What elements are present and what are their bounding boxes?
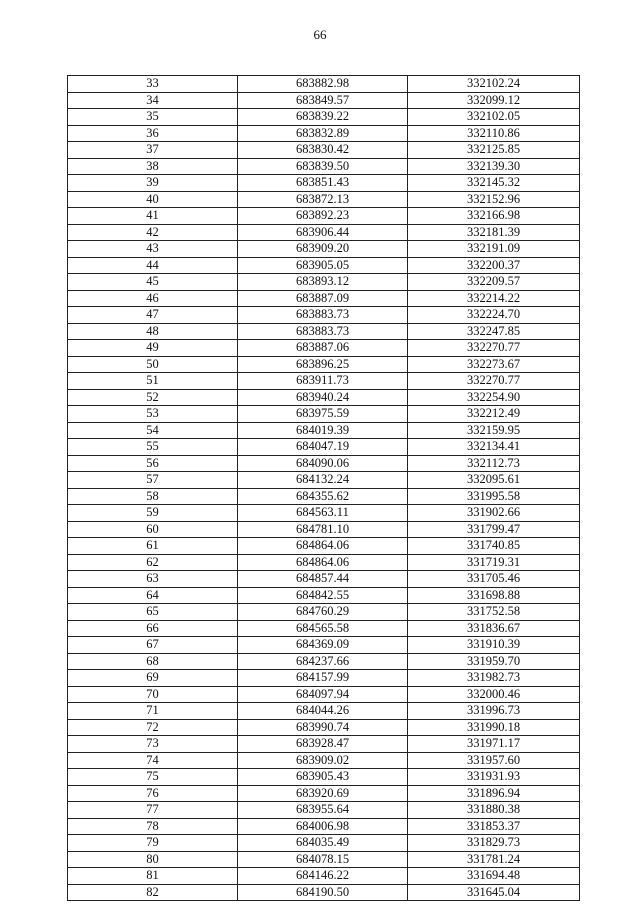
x-coordinate-cell: 684369.09 — [238, 637, 408, 654]
point-number-cell: 40 — [68, 191, 238, 208]
table-row — [68, 307, 580, 324]
point-number-cell: 51 — [68, 373, 238, 390]
point-number-cell: 54 — [68, 422, 238, 439]
table-row — [68, 488, 580, 505]
x-coordinate-cell: 684781.10 — [238, 521, 408, 538]
x-coordinate-cell: 683887.06 — [238, 340, 408, 357]
point-number-cell: 38 — [68, 158, 238, 175]
point-number-cell: 36 — [68, 125, 238, 142]
point-number-cell: 66 — [68, 620, 238, 637]
y-coordinate-cell: 332270.77 — [408, 340, 580, 357]
y-coordinate-cell: 332191.09 — [408, 241, 580, 258]
y-coordinate-cell: 332102.05 — [408, 109, 580, 126]
table-row — [68, 274, 580, 291]
y-coordinate-cell: 331957.60 — [408, 752, 580, 769]
table-row — [68, 851, 580, 868]
table-row — [68, 389, 580, 406]
x-coordinate-cell: 683905.43 — [238, 769, 408, 786]
y-coordinate-cell: 331896.94 — [408, 785, 580, 802]
table-row — [68, 224, 580, 241]
table-row — [68, 290, 580, 307]
table-row — [68, 76, 580, 93]
x-coordinate-cell: 684563.11 — [238, 505, 408, 522]
y-coordinate-cell: 331799.47 — [408, 521, 580, 538]
table-row — [68, 521, 580, 538]
point-number-cell: 67 — [68, 637, 238, 654]
point-number-cell: 75 — [68, 769, 238, 786]
x-coordinate-cell: 683849.57 — [238, 92, 408, 109]
x-coordinate-cell: 684842.55 — [238, 587, 408, 604]
point-number-cell: 50 — [68, 356, 238, 373]
point-number-cell: 58 — [68, 488, 238, 505]
y-coordinate-cell: 331694.48 — [408, 868, 580, 885]
page-number: 66 — [313, 27, 327, 42]
point-number-cell: 69 — [68, 670, 238, 687]
x-coordinate-cell: 684146.22 — [238, 868, 408, 885]
y-coordinate-cell: 332125.85 — [408, 142, 580, 159]
y-coordinate-cell: 331971.17 — [408, 736, 580, 753]
x-coordinate-cell: 684132.24 — [238, 472, 408, 489]
point-number-cell: 79 — [68, 835, 238, 852]
y-coordinate-cell: 332000.46 — [408, 686, 580, 703]
table-row — [68, 884, 580, 901]
table-row — [68, 554, 580, 571]
x-coordinate-cell: 683893.12 — [238, 274, 408, 291]
point-number-cell: 55 — [68, 439, 238, 456]
table-row — [68, 703, 580, 720]
table-row — [68, 604, 580, 621]
point-number-cell: 45 — [68, 274, 238, 291]
point-number-cell: 82 — [68, 884, 238, 901]
point-number-cell: 34 — [68, 92, 238, 109]
y-coordinate-cell: 331995.58 — [408, 488, 580, 505]
point-number-cell: 73 — [68, 736, 238, 753]
y-coordinate-cell: 331836.67 — [408, 620, 580, 637]
table-row — [68, 422, 580, 439]
y-coordinate-cell: 332224.70 — [408, 307, 580, 324]
table-row — [68, 538, 580, 555]
point-number-cell: 77 — [68, 802, 238, 819]
table-row — [68, 373, 580, 390]
x-coordinate-cell: 684097.94 — [238, 686, 408, 703]
x-coordinate-cell: 683892.23 — [238, 208, 408, 225]
y-coordinate-cell: 332247.85 — [408, 323, 580, 340]
table-row — [68, 191, 580, 208]
x-coordinate-cell: 683909.20 — [238, 241, 408, 258]
table-row — [68, 241, 580, 258]
point-number-cell: 57 — [68, 472, 238, 489]
point-number-cell: 62 — [68, 554, 238, 571]
x-coordinate-cell: 684090.06 — [238, 455, 408, 472]
y-coordinate-cell: 332139.30 — [408, 158, 580, 175]
table-row — [68, 719, 580, 736]
table-row — [68, 802, 580, 819]
y-coordinate-cell: 332112.73 — [408, 455, 580, 472]
table-row — [68, 406, 580, 423]
point-number-cell: 46 — [68, 290, 238, 307]
table-row — [68, 785, 580, 802]
x-coordinate-cell: 684006.98 — [238, 818, 408, 835]
x-coordinate-cell: 683940.24 — [238, 389, 408, 406]
x-coordinate-cell: 684047.19 — [238, 439, 408, 456]
table-row — [68, 686, 580, 703]
x-coordinate-cell: 683920.69 — [238, 785, 408, 802]
y-coordinate-cell: 331752.58 — [408, 604, 580, 621]
table-row — [68, 571, 580, 588]
y-coordinate-cell: 331698.88 — [408, 587, 580, 604]
point-number-cell: 43 — [68, 241, 238, 258]
x-coordinate-cell: 684190.50 — [238, 884, 408, 901]
x-coordinate-cell: 683911.73 — [238, 373, 408, 390]
y-coordinate-cell: 332254.90 — [408, 389, 580, 406]
y-coordinate-cell: 331931.93 — [408, 769, 580, 786]
x-coordinate-cell: 683839.50 — [238, 158, 408, 175]
y-coordinate-cell: 331996.73 — [408, 703, 580, 720]
table-row — [68, 653, 580, 670]
y-coordinate-cell: 331645.04 — [408, 884, 580, 901]
y-coordinate-cell: 331781.24 — [408, 851, 580, 868]
point-number-cell: 81 — [68, 868, 238, 885]
y-coordinate-cell: 331853.37 — [408, 818, 580, 835]
y-coordinate-cell: 332270.77 — [408, 373, 580, 390]
y-coordinate-cell: 332110.86 — [408, 125, 580, 142]
x-coordinate-cell: 684044.26 — [238, 703, 408, 720]
table-row — [68, 455, 580, 472]
coordinate-table — [67, 75, 580, 901]
y-coordinate-cell: 332102.24 — [408, 76, 580, 93]
x-coordinate-cell: 684237.66 — [238, 653, 408, 670]
table-row — [68, 637, 580, 654]
point-number-cell: 71 — [68, 703, 238, 720]
x-coordinate-cell: 684565.58 — [238, 620, 408, 637]
y-coordinate-cell: 332095.61 — [408, 472, 580, 489]
x-coordinate-cell: 683883.73 — [238, 307, 408, 324]
y-coordinate-cell: 331959.70 — [408, 653, 580, 670]
x-coordinate-cell: 683896.25 — [238, 356, 408, 373]
y-coordinate-cell: 332212.49 — [408, 406, 580, 423]
y-coordinate-cell: 332099.12 — [408, 92, 580, 109]
table-row — [68, 439, 580, 456]
point-number-cell: 65 — [68, 604, 238, 621]
point-number-cell: 33 — [68, 76, 238, 93]
table-row — [68, 257, 580, 274]
y-coordinate-cell: 331902.66 — [408, 505, 580, 522]
x-coordinate-cell: 684035.49 — [238, 835, 408, 852]
y-coordinate-cell: 331740.85 — [408, 538, 580, 555]
y-coordinate-cell: 332145.32 — [408, 175, 580, 192]
x-coordinate-cell: 683832.89 — [238, 125, 408, 142]
point-number-cell: 74 — [68, 752, 238, 769]
point-number-cell: 47 — [68, 307, 238, 324]
table-row — [68, 587, 580, 604]
table-row — [68, 868, 580, 885]
point-number-cell: 41 — [68, 208, 238, 225]
y-coordinate-cell: 332181.39 — [408, 224, 580, 241]
point-number-cell: 60 — [68, 521, 238, 538]
point-number-cell: 76 — [68, 785, 238, 802]
table-row — [68, 109, 580, 126]
table-row — [68, 158, 580, 175]
y-coordinate-cell: 332166.98 — [408, 208, 580, 225]
table-row — [68, 208, 580, 225]
point-number-cell: 64 — [68, 587, 238, 604]
point-number-cell: 78 — [68, 818, 238, 835]
point-number-cell: 80 — [68, 851, 238, 868]
point-number-cell: 63 — [68, 571, 238, 588]
table-row — [68, 736, 580, 753]
x-coordinate-cell: 684760.29 — [238, 604, 408, 621]
table-row — [68, 835, 580, 852]
y-coordinate-cell: 331829.73 — [408, 835, 580, 852]
point-number-cell: 70 — [68, 686, 238, 703]
x-coordinate-cell: 684355.62 — [238, 488, 408, 505]
x-coordinate-cell: 683883.73 — [238, 323, 408, 340]
x-coordinate-cell: 683839.22 — [238, 109, 408, 126]
point-number-cell: 59 — [68, 505, 238, 522]
x-coordinate-cell: 683882.98 — [238, 76, 408, 93]
point-number-cell: 35 — [68, 109, 238, 126]
table-row — [68, 505, 580, 522]
table-row — [68, 472, 580, 489]
y-coordinate-cell: 332209.57 — [408, 274, 580, 291]
table-row — [68, 323, 580, 340]
point-number-cell: 72 — [68, 719, 238, 736]
point-number-cell: 37 — [68, 142, 238, 159]
x-coordinate-cell: 684864.06 — [238, 554, 408, 571]
y-coordinate-cell: 332273.67 — [408, 356, 580, 373]
table-row — [68, 670, 580, 687]
point-number-cell: 44 — [68, 257, 238, 274]
table-row — [68, 340, 580, 357]
point-number-cell: 61 — [68, 538, 238, 555]
point-number-cell: 53 — [68, 406, 238, 423]
y-coordinate-cell: 331910.39 — [408, 637, 580, 654]
x-coordinate-cell: 684857.44 — [238, 571, 408, 588]
table-row — [68, 769, 580, 786]
y-coordinate-cell: 331705.46 — [408, 571, 580, 588]
point-number-cell: 48 — [68, 323, 238, 340]
table-row — [68, 125, 580, 142]
x-coordinate-cell: 683909.02 — [238, 752, 408, 769]
x-coordinate-cell: 683990.74 — [238, 719, 408, 736]
x-coordinate-cell: 684078.15 — [238, 851, 408, 868]
table-row — [68, 175, 580, 192]
point-number-cell: 56 — [68, 455, 238, 472]
table-row — [68, 752, 580, 769]
x-coordinate-cell: 683872.13 — [238, 191, 408, 208]
y-coordinate-cell: 331982.73 — [408, 670, 580, 687]
table-row — [68, 620, 580, 637]
x-coordinate-cell: 683955.64 — [238, 802, 408, 819]
x-coordinate-cell: 683830.42 — [238, 142, 408, 159]
x-coordinate-cell: 684019.39 — [238, 422, 408, 439]
y-coordinate-cell: 331990.18 — [408, 719, 580, 736]
y-coordinate-cell: 332159.95 — [408, 422, 580, 439]
table-row — [68, 818, 580, 835]
table-row — [68, 92, 580, 109]
x-coordinate-cell: 683928.47 — [238, 736, 408, 753]
x-coordinate-cell: 683851.43 — [238, 175, 408, 192]
y-coordinate-cell: 331880.38 — [408, 802, 580, 819]
point-number-cell: 39 — [68, 175, 238, 192]
y-coordinate-cell: 332134.41 — [408, 439, 580, 456]
x-coordinate-cell: 684864.06 — [238, 538, 408, 555]
point-number-cell: 68 — [68, 653, 238, 670]
x-coordinate-cell: 683975.59 — [238, 406, 408, 423]
x-coordinate-cell: 683906.44 — [238, 224, 408, 241]
y-coordinate-cell: 332152.96 — [408, 191, 580, 208]
coordinate-table-body — [68, 76, 580, 901]
point-number-cell: 52 — [68, 389, 238, 406]
point-number-cell: 42 — [68, 224, 238, 241]
x-coordinate-cell: 683905.05 — [238, 257, 408, 274]
table-row — [68, 356, 580, 373]
x-coordinate-cell: 683887.09 — [238, 290, 408, 307]
y-coordinate-cell: 332200.37 — [408, 257, 580, 274]
x-coordinate-cell: 684157.99 — [238, 670, 408, 687]
y-coordinate-cell: 332214.22 — [408, 290, 580, 307]
point-number-cell: 49 — [68, 340, 238, 357]
table-row — [68, 142, 580, 159]
y-coordinate-cell: 331719.31 — [408, 554, 580, 571]
